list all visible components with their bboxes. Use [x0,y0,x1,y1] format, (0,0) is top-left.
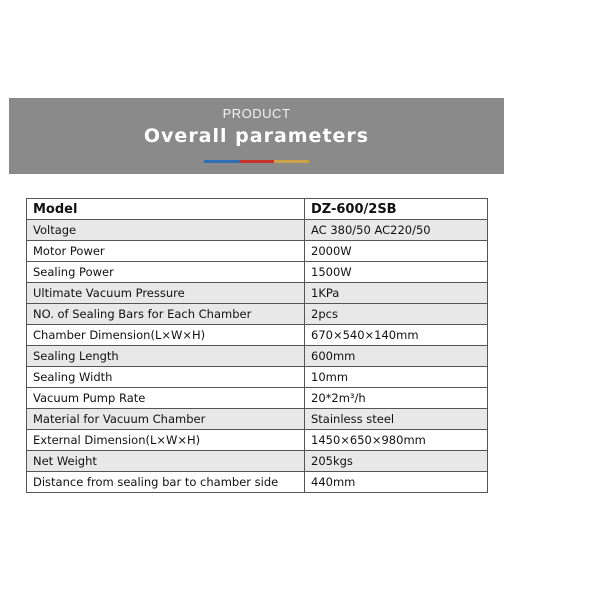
table-row [27,388,488,409]
param-value: 20*2m³/h [305,388,488,409]
table-row [27,346,488,367]
table-row [27,241,488,262]
table-row [27,325,488,346]
table-row [27,262,488,283]
table-header-row [27,199,488,220]
param-value: 1KPa [305,283,488,304]
param-value: 1450×650×980mm [305,430,488,451]
param-label: NO. of Sealing Bars for Each Chamber [27,304,305,325]
stripe-gold [274,160,309,163]
param-label: Distance from sealing bar to chamber side [27,472,305,493]
table-row [27,283,488,304]
param-label: Net Weight [27,451,305,472]
param-value: 1500W [305,262,488,283]
param-label: Motor Power [27,241,305,262]
param-label: Sealing Power [27,262,305,283]
param-value: 440mm [305,472,488,493]
param-label: External Dimension(L×W×H) [27,430,305,451]
table-row [27,409,488,430]
param-value: 600mm [305,346,488,367]
table-row [27,220,488,241]
table-row [27,367,488,388]
param-label: Sealing Width [27,367,305,388]
param-label: Material for Vacuum Chamber [27,409,305,430]
stripe-blue [204,160,239,163]
parameters-table [26,198,488,493]
param-value: 670×540×140mm [305,325,488,346]
param-label: Voltage [27,220,305,241]
table-row [27,304,488,325]
param-value: AC 380/50 AC220/50 [305,220,488,241]
param-value: 205kgs [305,451,488,472]
param-label: Ultimate Vacuum Pressure [27,283,305,304]
param-label: Chamber Dimension(L×W×H) [27,325,305,346]
accent-stripes [204,160,309,163]
table-row [27,472,488,493]
header-label: Model [27,199,305,220]
header-value: DZ-600/2SB [305,199,488,220]
table-row [27,451,488,472]
stripe-red [239,160,274,163]
banner-title: Overall parameters [143,125,370,147]
param-value: 10mm [305,367,488,388]
param-value: 2pcs [305,304,488,325]
param-label: Vacuum Pump Rate [27,388,305,409]
table-row [27,430,488,451]
banner-kicker: PRODUCT [222,106,291,121]
param-value: 2000W [305,241,488,262]
param-value: Stainless steel [305,409,488,430]
param-label: Sealing Length [27,346,305,367]
